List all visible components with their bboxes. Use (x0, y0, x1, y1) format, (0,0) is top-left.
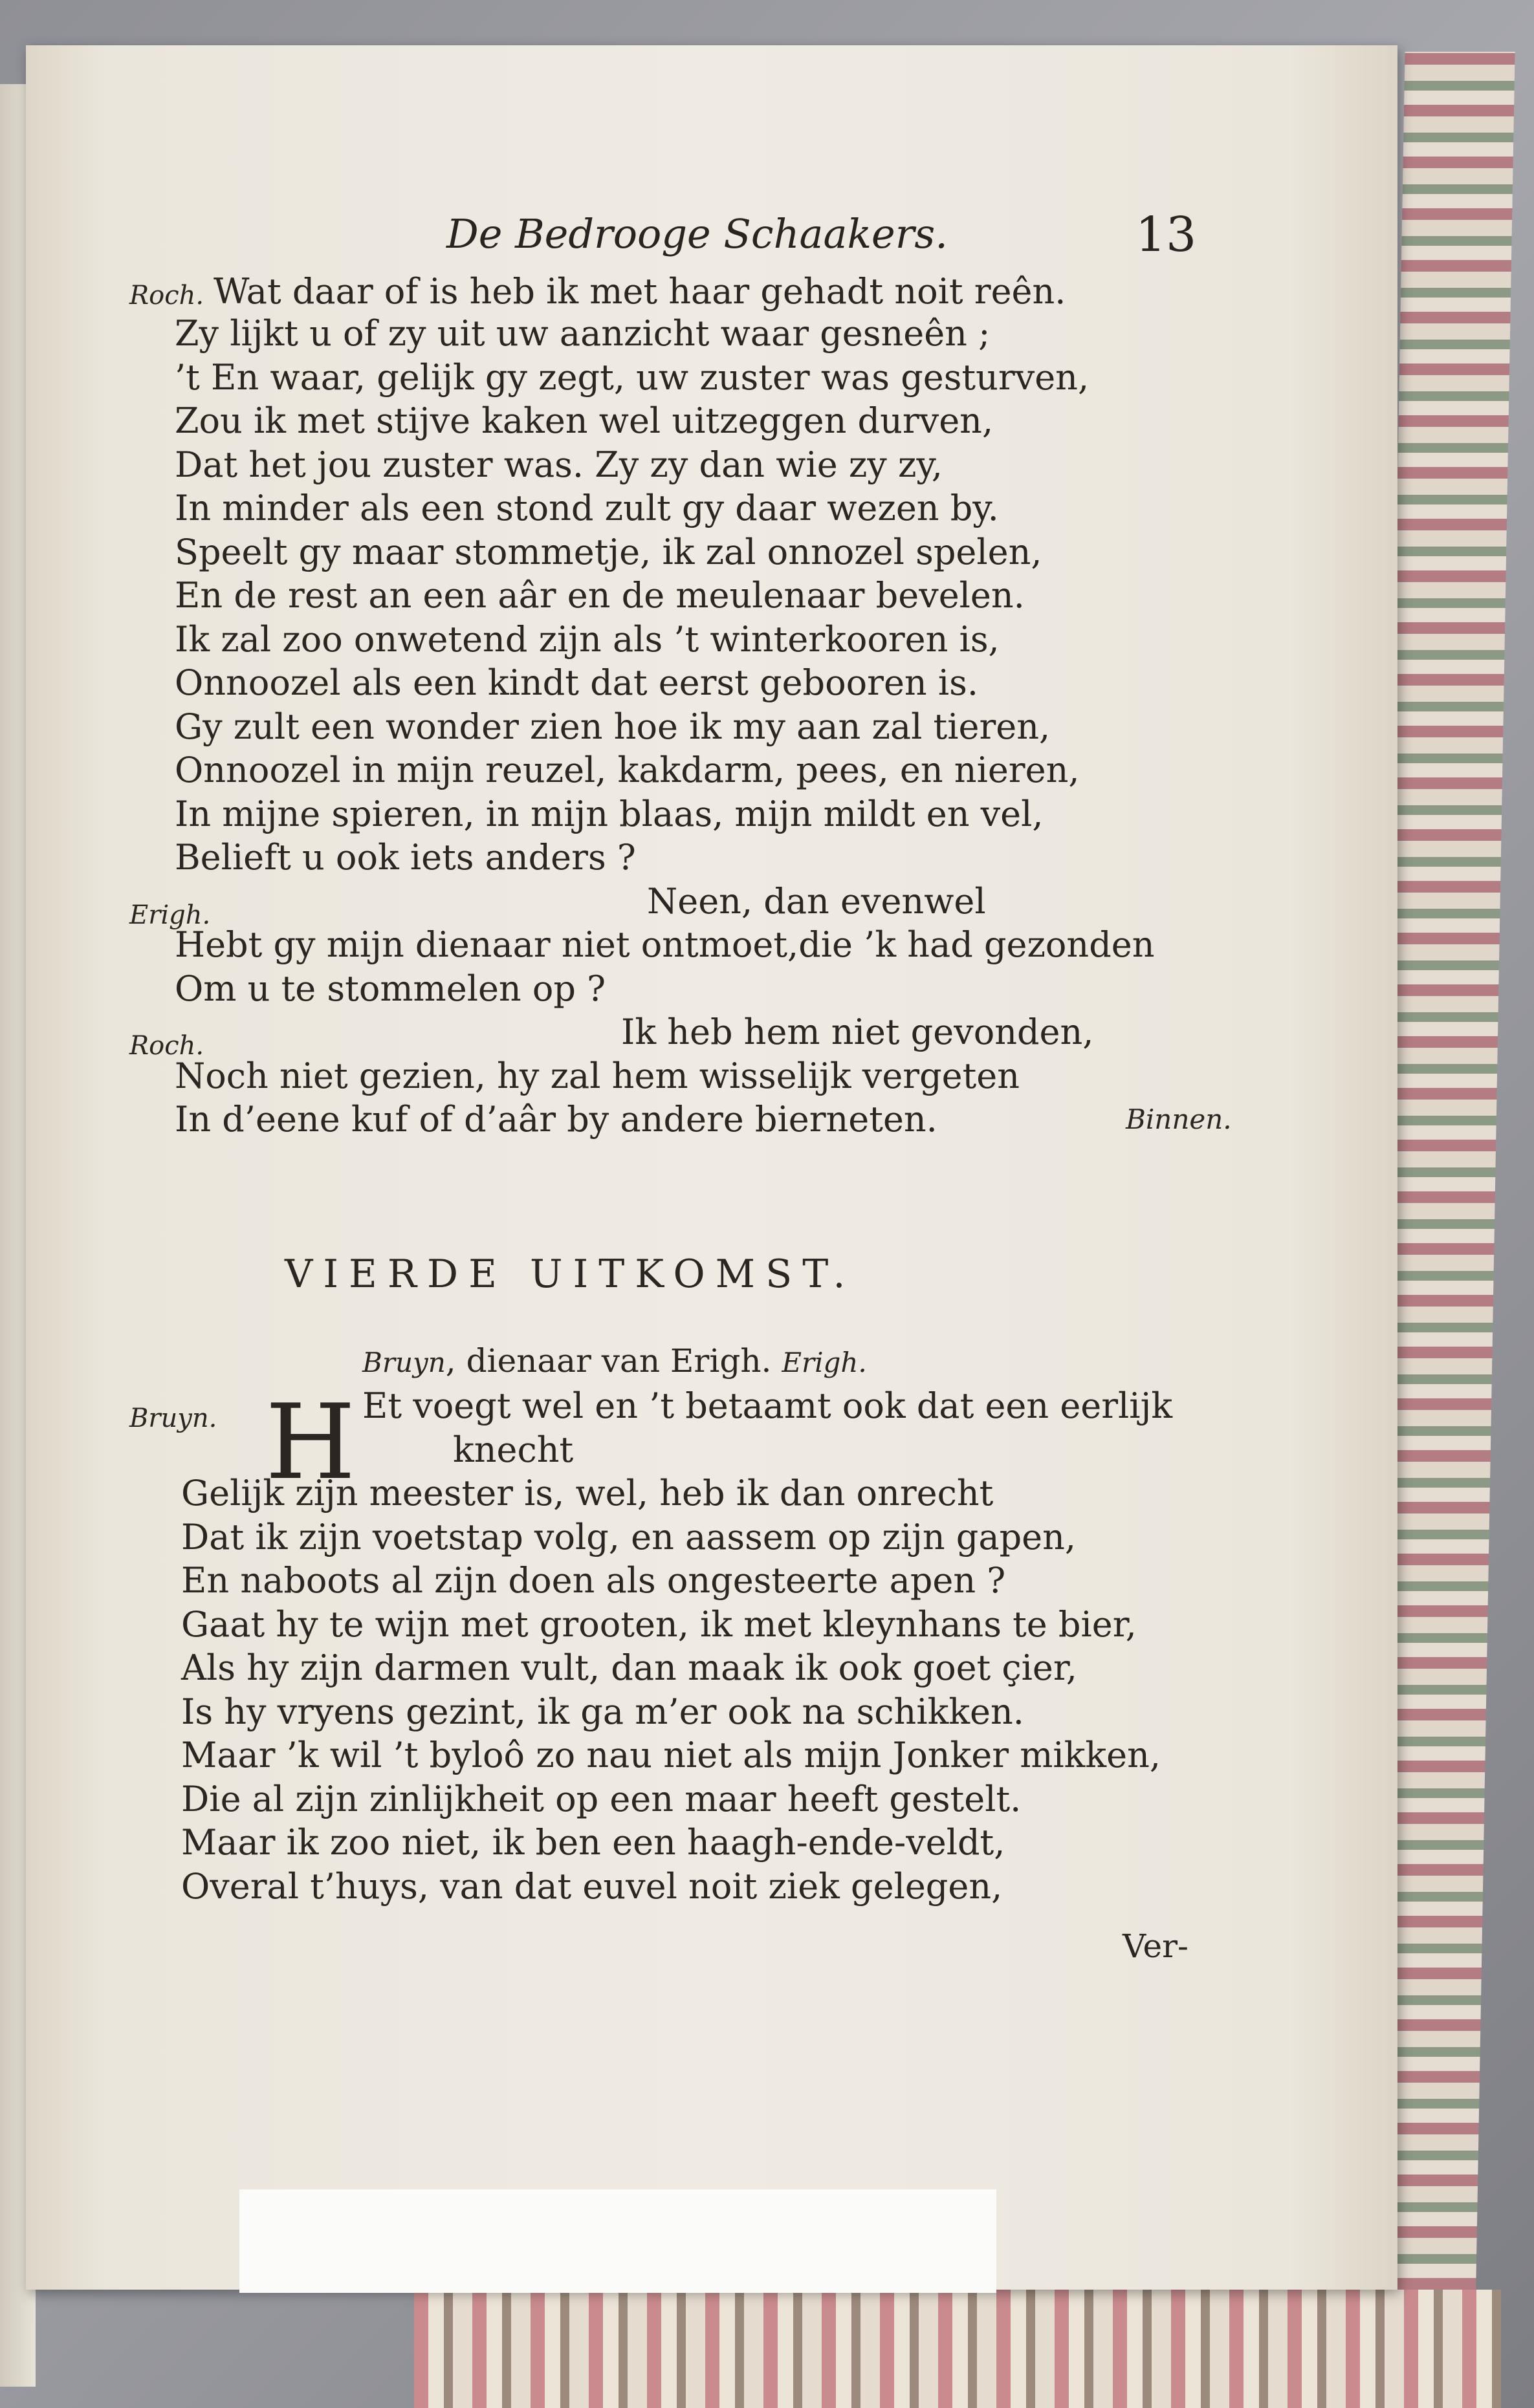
verse-line (129, 1559, 1229, 1603)
cast-description: , dienaar van Erigh. (445, 1342, 772, 1380)
speaker-label: Erigh. (129, 900, 211, 930)
verse-text: Onnoozel in mijn reuzel, kakdarm, pees, en nieren, (175, 750, 1080, 790)
verse-line (129, 486, 1229, 530)
verse-text: Gaat hy te wijn met grooten, ik met kleynhans te bier, (181, 1603, 1137, 1645)
verse-line (129, 1010, 1229, 1061)
verse-text: En de rest an een aâr en de meulenaar bevelen. (175, 575, 1025, 616)
verse-text: Et voegt wel en ’t betaamt ook dat een eerlijk (362, 1385, 1173, 1426)
cast-line (362, 1342, 867, 1380)
verse-text: Onnoozel als een kindt dat eerst gebooren is. (175, 662, 978, 703)
verse-line (129, 312, 1229, 356)
verse-line (129, 1603, 1229, 1647)
verse-line (129, 748, 1229, 792)
verse-line (129, 1733, 1229, 1777)
verse-line (129, 967, 1229, 1011)
verse-text: Overal t’huys, van dat euvel noit ziek gelegen, (181, 1865, 1003, 1907)
verse-line (129, 1865, 1229, 1909)
verse-line (129, 272, 1229, 312)
verse-line (129, 399, 1229, 443)
verse-text: Dat het jou zuster was. Zy zy dan wie zy zy, (175, 444, 943, 485)
verse-text: En naboots al zijn doen als ongesteerte apen ? (181, 1560, 1006, 1601)
running-head (0, 162, 1534, 263)
verse-text: Neen, dan evenwel (647, 880, 986, 922)
verse-text: Maar ’k wil ’t byloô zo nau niet als mijn Jonker mikken, (181, 1735, 1161, 1775)
verse-text: Gelijk zijn meester is, wel, heb ik dan onrecht (181, 1473, 994, 1513)
verse-text: Gy zult een wonder zien hoe ik my aan zal tieren, (175, 706, 1051, 747)
verse-line (129, 923, 1229, 967)
verse-text: Ik heb hem niet gevonden, (621, 1012, 1094, 1052)
verse-text: Om u te stommelen op ? (175, 968, 606, 1009)
verse-line (129, 356, 1229, 400)
verse-text: Die al zijn zinlijkheit op een maar heeft gestelt. (181, 1778, 1022, 1819)
section-title: VIERDE UITKOMST. (285, 1252, 856, 1297)
verse-text: Wat daar of is heb ik met haar gehadt noit reên. (214, 271, 1066, 312)
verse-text: ’t En waar, gelijk gy zegt, uw zuster was gesturven, (175, 356, 1090, 398)
verse-line (129, 792, 1229, 836)
verse-line (129, 530, 1229, 574)
verse-text: Dat ik zijn voetstap volg, en aassem op zijn gapen, (181, 1516, 1077, 1557)
verse-text: Ik zal zoo onwetend zijn als ’t winterkooren is, (175, 618, 1000, 660)
redaction-patch (239, 2189, 996, 2293)
speaker-label: Bruyn. (129, 1404, 217, 1433)
stage-direction: Binnen. (1126, 1103, 1232, 1135)
drop-capital: H (265, 1382, 356, 1502)
verse-line (129, 661, 1229, 705)
verse-line (129, 574, 1229, 618)
page-number: 13 (1135, 207, 1197, 263)
running-title: De Bedrooge Schaakers. (446, 210, 948, 257)
cast-name-erigh: Erigh. (782, 1347, 867, 1378)
verse-text: Hebt gy mijn dienaar niet ontmoet,die ’k had gezonden (175, 924, 1155, 965)
speaker-label: Roch. (129, 281, 204, 310)
verse-text: Zou ik met stijve kaken wel uitzeggen durven, (175, 400, 994, 441)
verse-line (129, 1515, 1229, 1559)
verse-text: Belieft u ook iets anders ? (175, 837, 636, 878)
verse-line (129, 1646, 1229, 1690)
verse-text: Als hy zijn darmen vult, dan maak ik ook goet çier, (181, 1647, 1077, 1688)
verse-text: In mijne spieren, in mijn blaas, mijn mildt en vel, (175, 793, 1044, 834)
speaker-label: Roch. (129, 1031, 204, 1061)
verse-text: Noch niet gezien, hy zal hem wisselijk vergeten (175, 1055, 1020, 1096)
verse-text: Maar ik zoo niet, ik ben een haagh-ende-veldt, (181, 1822, 1005, 1863)
verse-line (129, 705, 1229, 749)
verse-line (129, 1690, 1229, 1734)
verse-line (129, 1777, 1229, 1821)
verse-line (129, 443, 1229, 487)
verse-text: In d’eene kuf of d’aâr by andere bierneten. (175, 1099, 937, 1140)
verse-text: Is hy vryens gezint, ik ga m’er ook na schikken. (181, 1691, 1024, 1732)
verse-text-continuation: knecht (453, 1429, 574, 1470)
verse-line (129, 618, 1229, 662)
marbled-bottom-edge (414, 2290, 1501, 2408)
verse-text: Zy lijkt u of zy uit uw aanzicht waar gesneên ; (175, 313, 991, 354)
verse-line (129, 1821, 1229, 1865)
verse-line (129, 836, 1229, 880)
verse-line (129, 1054, 1229, 1098)
verse-line (129, 880, 1229, 930)
verse-block-1 (129, 271, 1232, 1142)
verse-text: Speelt gy maar stommetje, ik zal onnozel spelen, (175, 531, 1042, 572)
catchword: Ver- (1123, 1927, 1189, 1965)
verse-line (129, 1098, 1232, 1142)
verse-text: In minder als een stond zult gy daar wezen by. (175, 488, 999, 528)
cast-name-bruyn: Bruyn (362, 1347, 446, 1378)
